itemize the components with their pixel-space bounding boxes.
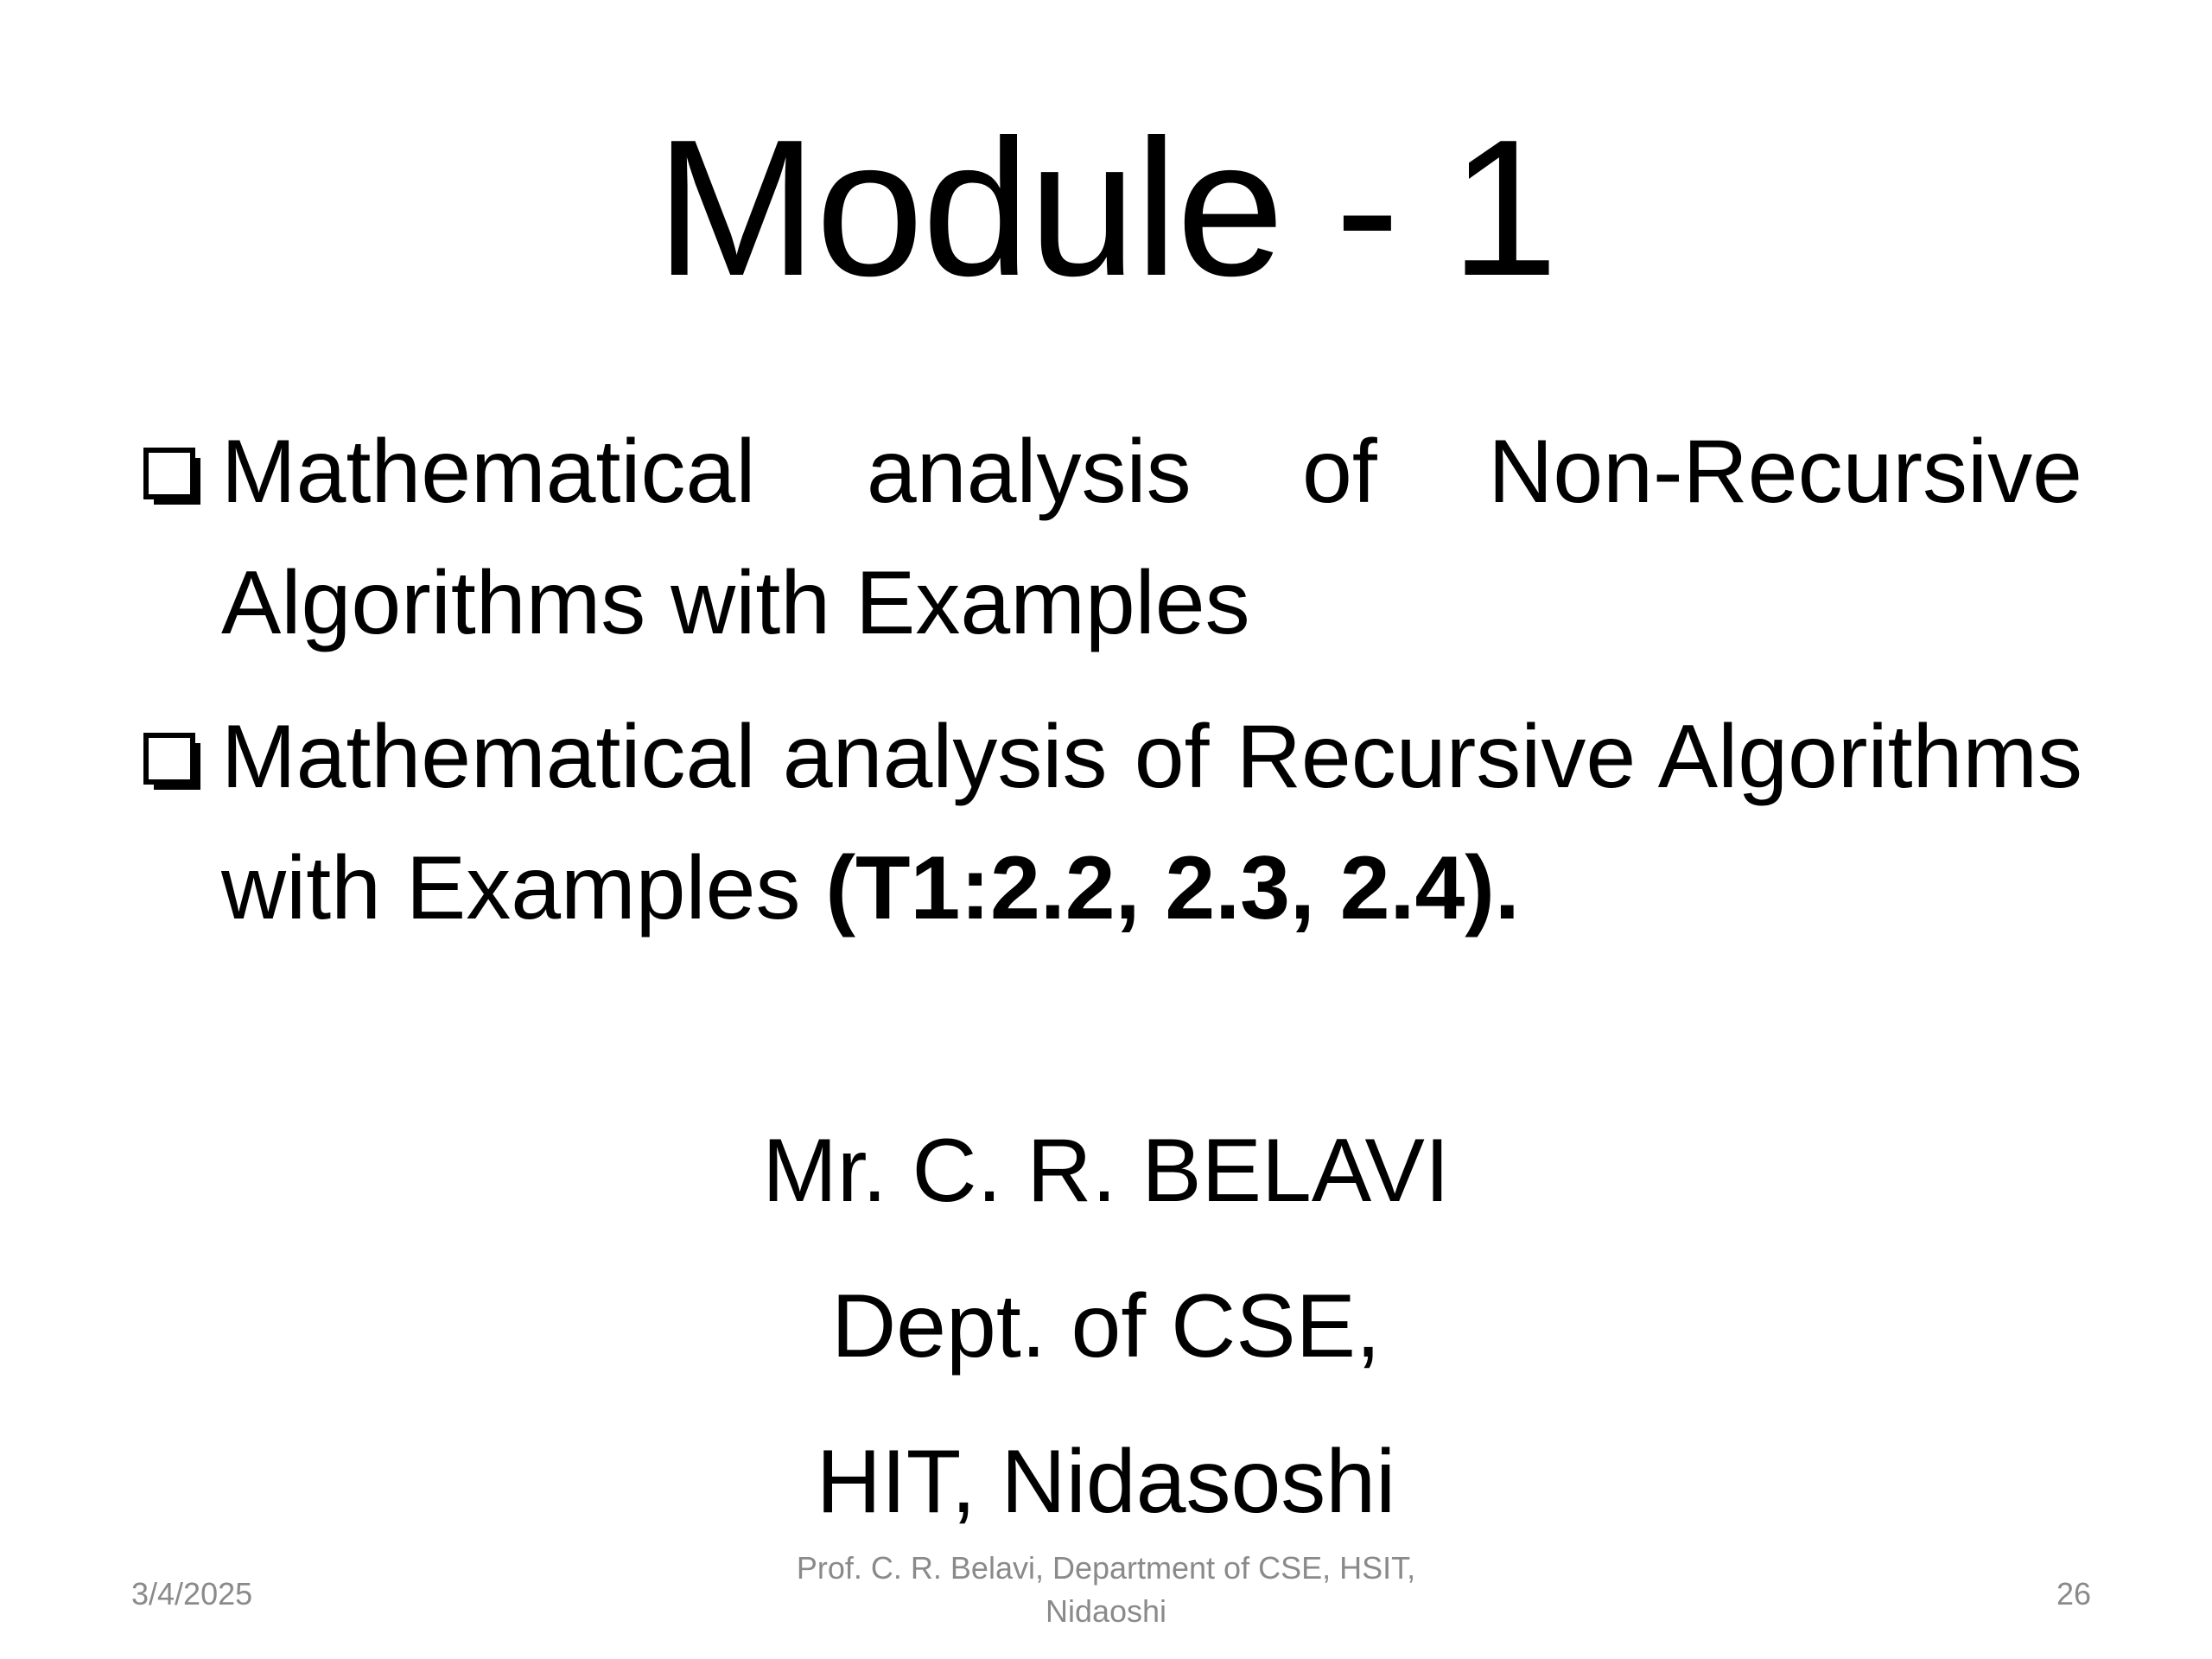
author-institution: HIT, Nidasoshi [816, 1432, 1396, 1532]
footer-credit-line2: Nidaoshi [1045, 1593, 1167, 1629]
bullet-text: Mathematical analysis of Non-Recursive Algorithms with Examples [221, 422, 2082, 653]
slide-title: Module - 1 [655, 99, 1557, 316]
bullet-text: Mathematical analysis of Recursive Algorithms with Examples [221, 707, 2082, 938]
author-department: Dept. of CSE, [831, 1276, 1381, 1376]
footer-date: 3/4/2025 [131, 1576, 253, 1611]
bullet-list [138, 406, 2082, 976]
footer-credit [760, 1547, 1452, 1633]
hollow-square-bullet-icon [143, 448, 202, 506]
bullet-item-non-recursive [138, 406, 2082, 669]
hollow-square-bullet-icon [143, 733, 202, 791]
footer-page-number: 26 [2056, 1576, 2091, 1611]
bullet-item-recursive [138, 691, 2082, 954]
author-name: Mr. C. R. BELAVI [762, 1121, 1450, 1221]
bullet-reference: (T1:2.2, 2.3, 2.4). [825, 838, 1520, 938]
footer-credit-line1: Prof. C. R. Belavi, Department of CSE, HSIT, [796, 1550, 1416, 1586]
